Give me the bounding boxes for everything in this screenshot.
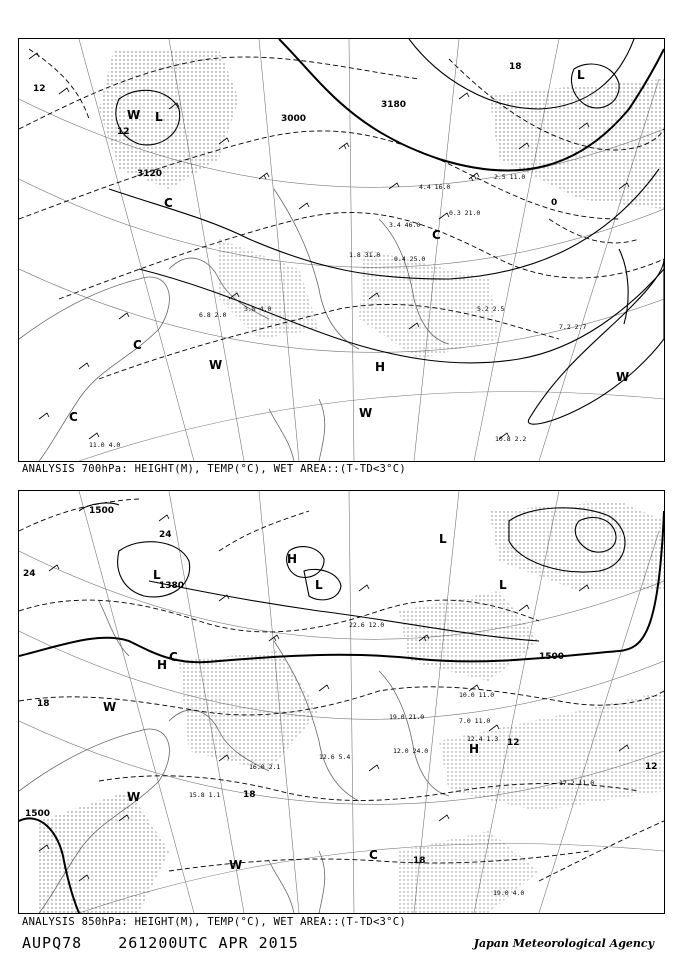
wet-area — [99, 49, 664, 359]
contour-label: 3180 — [381, 100, 407, 110]
station-plot: 22.6 12.0 — [349, 621, 385, 629]
system-symbol: C — [432, 228, 441, 242]
system-symbol: C — [69, 410, 78, 424]
contour-label: 18 — [413, 856, 426, 866]
contour-label: 1500 — [539, 652, 565, 662]
system-symbol: W — [103, 700, 117, 714]
contour-label: 12 — [507, 738, 520, 748]
system-symbol: W — [127, 108, 141, 122]
station-plot: 11.0 4.0 — [89, 441, 121, 449]
station-plot: 0.3 21.0 — [449, 209, 481, 217]
station-plot: 5.2 2.5 — [477, 305, 505, 313]
system-symbol: L — [155, 110, 163, 124]
system-symbol: L — [153, 568, 161, 582]
system-symbol: W — [616, 370, 630, 384]
system-symbol: H — [469, 742, 480, 756]
contour-label: 24 — [23, 569, 36, 579]
valid-time: 261200UTC APR 2015 — [118, 934, 299, 952]
agency-name: Japan Meteorological Agency — [473, 937, 654, 950]
station-plot: 17.2 11.0 — [559, 779, 595, 787]
contour-label: 12 — [33, 84, 46, 94]
system-symbol: L — [315, 578, 323, 592]
station-plots — [89, 173, 586, 449]
system-symbol: C — [164, 196, 173, 210]
contour-label: 18 — [37, 699, 50, 709]
chart-850hpa — [18, 490, 665, 914]
contour-label: 12 — [645, 762, 658, 772]
system-symbol: W — [359, 406, 373, 420]
station-plot: 6.8 2.0 — [199, 311, 227, 319]
station-plot: 2.5 11.0 — [494, 173, 526, 181]
station-plot: 12.6 5.4 — [319, 753, 351, 761]
station-plot: 10.8 2.2 — [495, 435, 527, 443]
product-code: AUPQ78 — [22, 934, 83, 952]
station-plot: 7.2 2.7 — [559, 323, 587, 331]
caption-700hpa: ANALYSIS 700hPa: HEIGHT(M), TEMP(°C), WET AREA::(T-TD<3°C) — [22, 463, 407, 475]
contour-label: 24 — [159, 530, 172, 540]
station-plot: 3.4 46.0 — [389, 221, 421, 229]
system-symbol: H — [375, 360, 386, 374]
station-plot: 19.0 21.0 — [389, 713, 425, 721]
system-symbol: C — [369, 848, 378, 862]
station-plot: 3.8 4.0 — [244, 305, 272, 313]
station-plot: 0.4 25.0 — [394, 255, 426, 263]
station-plot: 16.0 2.1 — [249, 763, 281, 771]
system-symbol: H — [287, 552, 298, 566]
station-plot: 12.0 24.0 — [393, 747, 429, 755]
contour-label: 1500 — [89, 506, 115, 516]
contour-label: 12 — [117, 127, 130, 137]
system-symbol: W — [229, 858, 243, 872]
contour-label: 3120 — [137, 169, 163, 179]
contour-label: 1380 — [159, 581, 185, 591]
contour-label: 3000 — [281, 114, 307, 124]
system-symbol: C — [133, 338, 142, 352]
contour-label: 18 — [243, 790, 256, 800]
system-symbol: W — [209, 358, 223, 372]
station-plot: 15.8 1.1 — [189, 791, 221, 799]
contour-label: 1500 — [25, 809, 51, 819]
system-symbol: C — [169, 650, 178, 664]
station-plot: 19.0 4.0 — [493, 889, 525, 897]
contour-label: 0 — [551, 198, 558, 208]
station-plot: 4.4 16.0 — [419, 183, 451, 191]
system-symbol: L — [499, 578, 507, 592]
product-header — [22, 934, 325, 952]
system-symbol: W — [127, 790, 141, 804]
station-plot: 7.0 11.0 — [459, 717, 491, 725]
system-symbol: H — [157, 658, 168, 672]
chart-700hpa — [18, 38, 665, 462]
system-symbol: L — [577, 68, 585, 82]
map-700hpa — [19, 39, 664, 461]
station-plot: 12.4 1.3 — [467, 735, 499, 743]
station-plot: 10.0 11.0 — [459, 691, 495, 699]
system-symbol: L — [439, 532, 447, 546]
contour-label: 18 — [509, 62, 522, 72]
caption-850hpa: ANALYSIS 850hPa: HEIGHT(M), TEMP(°C), WET AREA::(T-TD<3°C) — [22, 916, 407, 928]
map-850hpa — [19, 491, 664, 913]
station-plot: 1.8 31.0 — [349, 251, 381, 259]
